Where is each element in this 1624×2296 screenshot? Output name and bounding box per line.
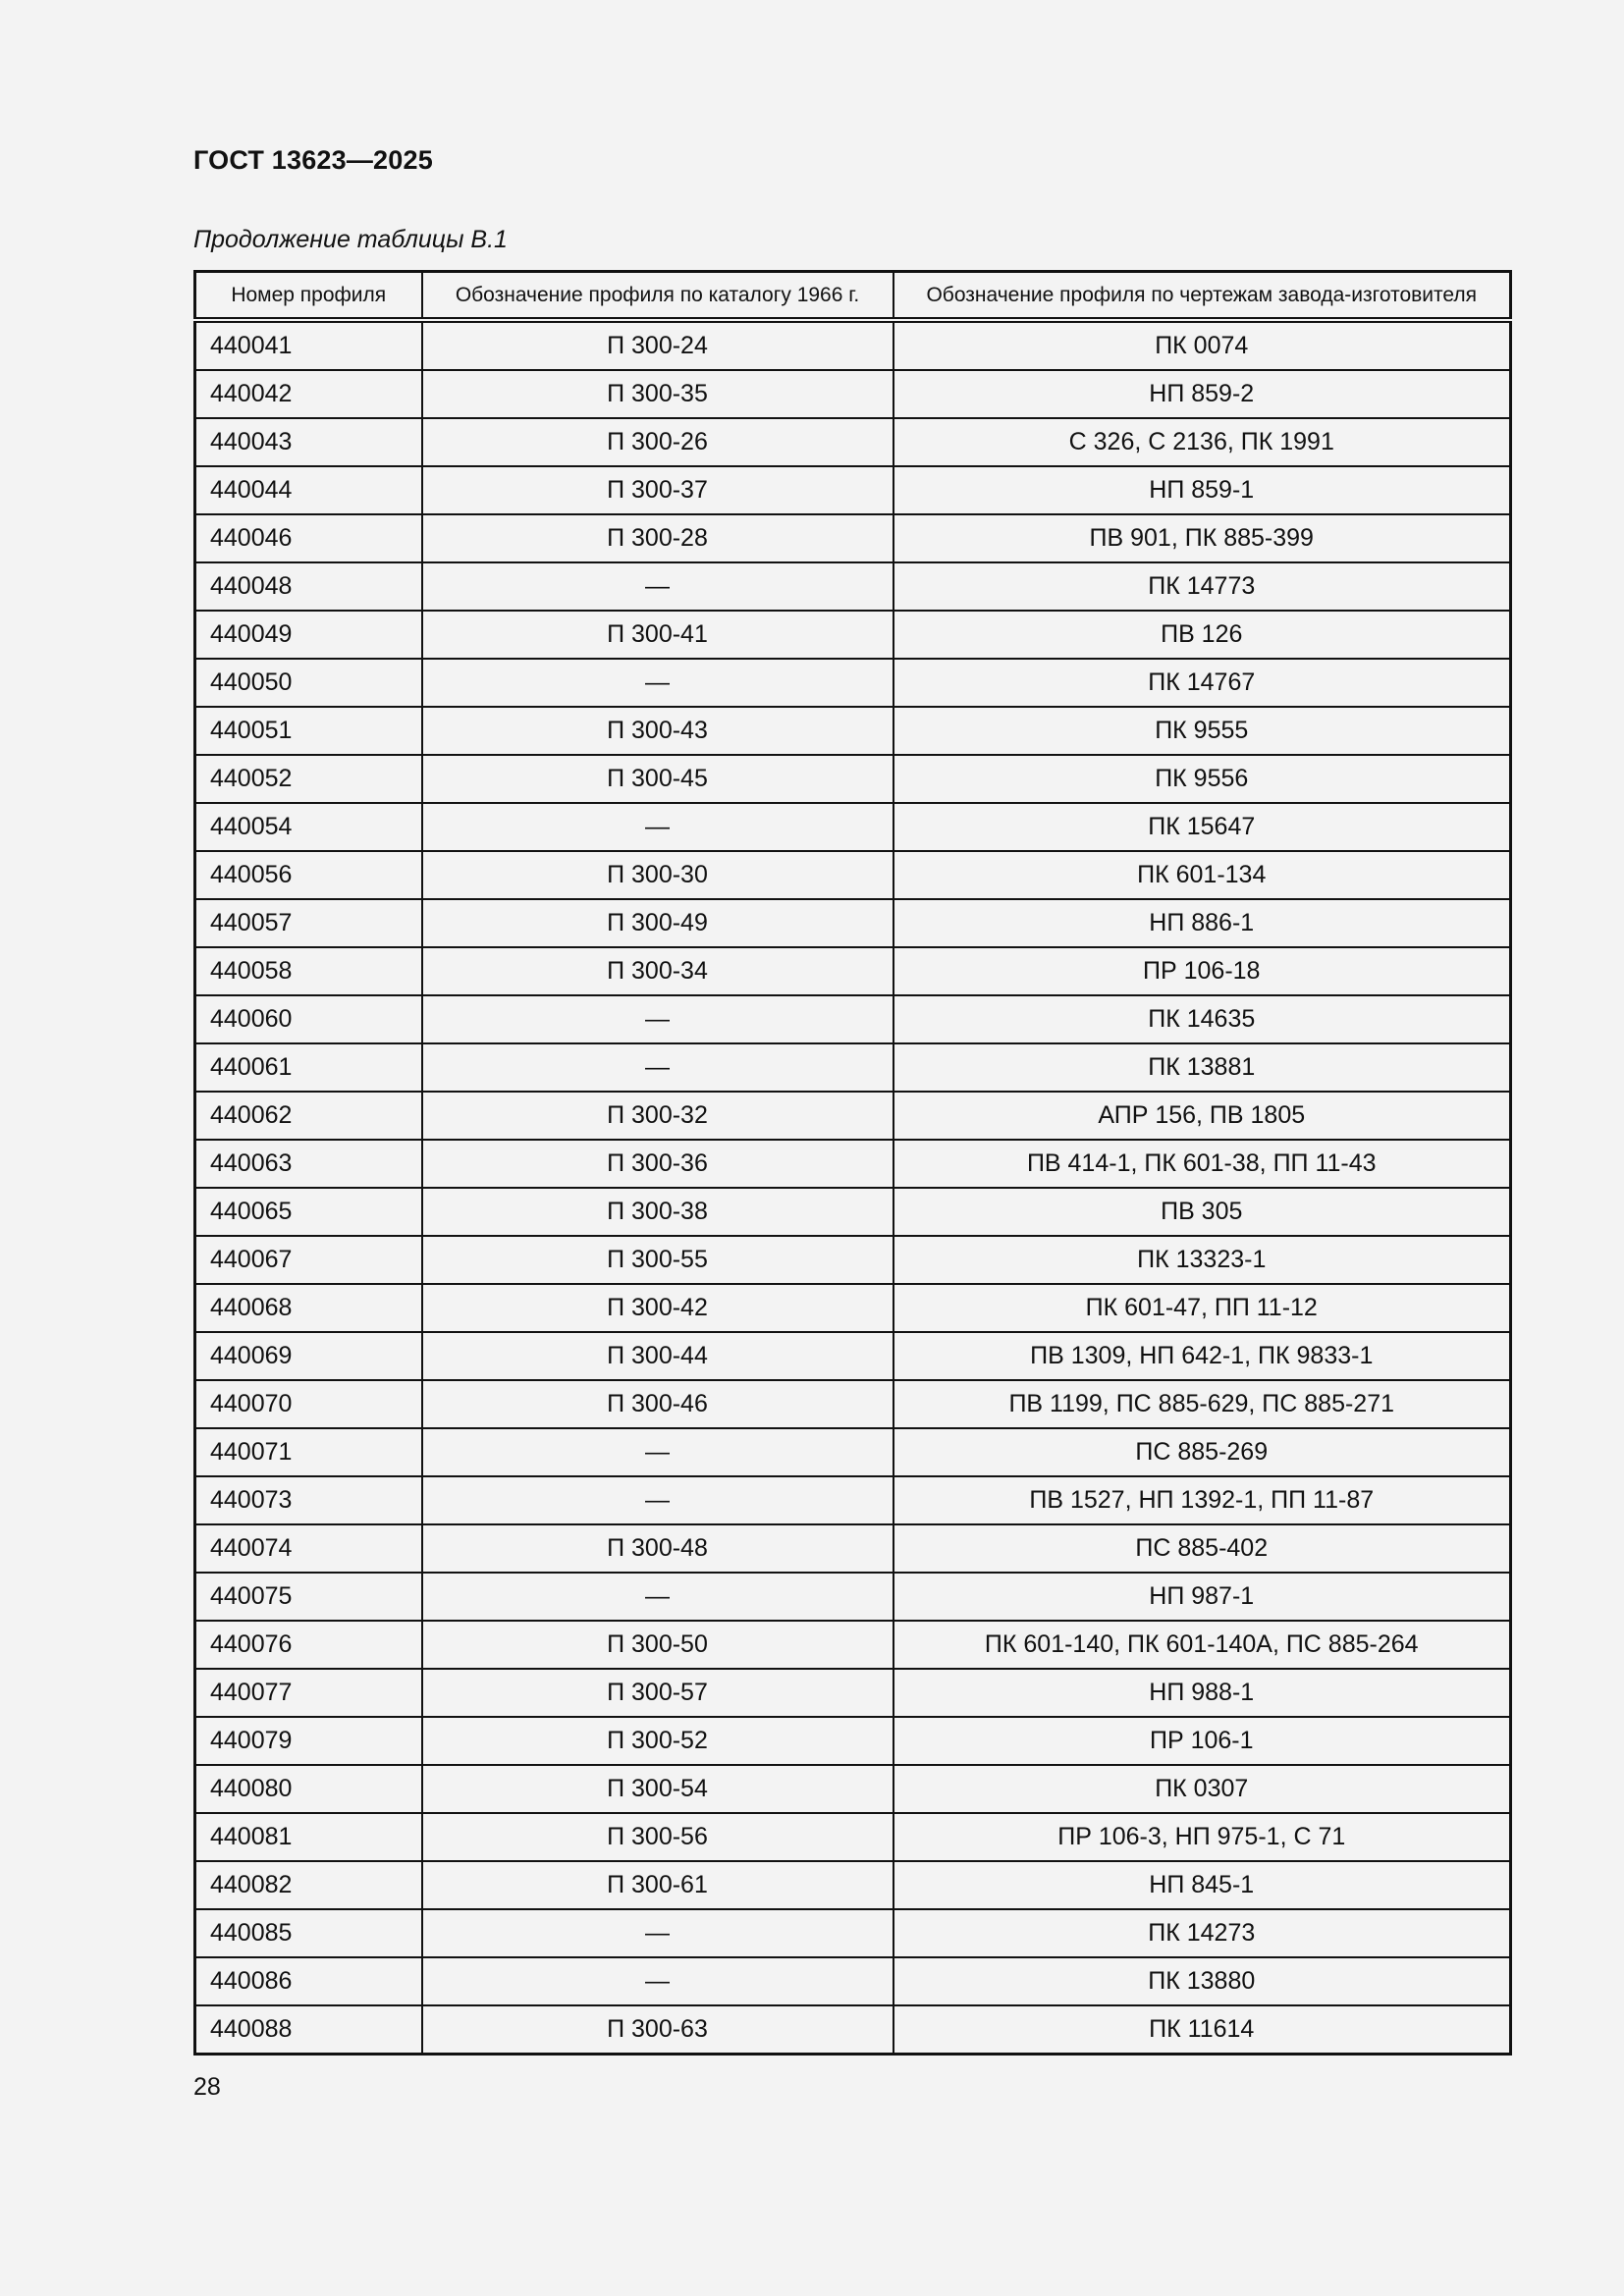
cell-catalog-designation: — (422, 803, 893, 851)
cell-catalog-designation: — (422, 1476, 893, 1524)
cell-catalog-designation: — (422, 1909, 893, 1957)
table-row (195, 803, 1511, 851)
cell-profile-number: 440063 (195, 1140, 422, 1188)
cell-catalog-designation: П 300-52 (422, 1717, 893, 1765)
table-header (195, 272, 1511, 321)
cell-catalog-designation: П 300-46 (422, 1380, 893, 1428)
cell-catalog-designation: — (422, 1428, 893, 1476)
cell-profile-number: 440081 (195, 1813, 422, 1861)
cell-catalog-designation: П 300-43 (422, 707, 893, 755)
cell-catalog-designation: П 300-42 (422, 1284, 893, 1332)
table-row (195, 562, 1511, 611)
cell-factory-designation: С 326, С 2136, ПК 1991 (893, 418, 1511, 466)
cell-profile-number: 440041 (195, 320, 422, 370)
cell-factory-designation: НП 886-1 (893, 899, 1511, 947)
cell-catalog-designation: — (422, 659, 893, 707)
cell-factory-designation: ПВ 901, ПК 885-399 (893, 514, 1511, 562)
cell-catalog-designation: П 300-56 (422, 1813, 893, 1861)
table-row (195, 1043, 1511, 1092)
cell-profile-number: 440048 (195, 562, 422, 611)
cell-profile-number: 440062 (195, 1092, 422, 1140)
table-row (195, 1476, 1511, 1524)
table-row (195, 2005, 1511, 2055)
cell-profile-number: 440073 (195, 1476, 422, 1524)
cell-catalog-designation: П 300-49 (422, 899, 893, 947)
cell-catalog-designation: П 300-26 (422, 418, 893, 466)
cell-catalog-designation: П 300-61 (422, 1861, 893, 1909)
table-row (195, 1428, 1511, 1476)
cell-catalog-designation: П 300-55 (422, 1236, 893, 1284)
cell-factory-designation: ПВ 1199, ПС 885-629, ПС 885-271 (893, 1380, 1511, 1428)
cell-catalog-designation: П 300-36 (422, 1140, 893, 1188)
cell-factory-designation: ПК 9555 (893, 707, 1511, 755)
cell-catalog-designation: П 300-34 (422, 947, 893, 995)
table-row (195, 659, 1511, 707)
cell-factory-designation: ПК 601-134 (893, 851, 1511, 899)
cell-catalog-designation: П 300-35 (422, 370, 893, 418)
cell-profile-number: 440088 (195, 2005, 422, 2055)
cell-factory-designation: ПК 15647 (893, 803, 1511, 851)
table-row (195, 1957, 1511, 2005)
cell-factory-designation: ПВ 1527, НП 1392-1, ПП 11-87 (893, 1476, 1511, 1524)
table-row (195, 514, 1511, 562)
cell-catalog-designation: — (422, 562, 893, 611)
cell-profile-number: 440052 (195, 755, 422, 803)
table-row (195, 1236, 1511, 1284)
cell-profile-number: 440054 (195, 803, 422, 851)
table-row (195, 1284, 1511, 1332)
cell-factory-designation: ПК 11614 (893, 2005, 1511, 2055)
cell-factory-designation: НП 988-1 (893, 1669, 1511, 1717)
cell-profile-number: 440043 (195, 418, 422, 466)
table-row (195, 947, 1511, 995)
table-row (195, 466, 1511, 514)
table-caption: Продолжение таблицы В.1 (193, 226, 508, 253)
cell-profile-number: 440085 (195, 1909, 422, 1957)
table-row (195, 1861, 1511, 1909)
table-row (195, 899, 1511, 947)
column-header-catalog-1966: Обозначение профиля по каталогу 1966 г. (422, 272, 893, 321)
cell-factory-designation: АПР 156, ПВ 1805 (893, 1092, 1511, 1140)
cell-catalog-designation: П 300-48 (422, 1524, 893, 1573)
cell-profile-number: 440065 (195, 1188, 422, 1236)
table-row (195, 1188, 1511, 1236)
table-row (195, 1524, 1511, 1573)
cell-factory-designation: ПК 13881 (893, 1043, 1511, 1092)
cell-catalog-designation: П 300-63 (422, 2005, 893, 2055)
cell-profile-number: 440074 (195, 1524, 422, 1573)
cell-factory-designation: ПВ 414-1, ПК 601-38, ПП 11-43 (893, 1140, 1511, 1188)
cell-profile-number: 440071 (195, 1428, 422, 1476)
cell-factory-designation: ПК 9556 (893, 755, 1511, 803)
cell-catalog-designation: П 300-44 (422, 1332, 893, 1380)
cell-factory-designation: ПК 13323-1 (893, 1236, 1511, 1284)
table-row (195, 1909, 1511, 1957)
table-row (195, 1092, 1511, 1140)
cell-catalog-designation: П 300-41 (422, 611, 893, 659)
cell-factory-designation: ПК 14773 (893, 562, 1511, 611)
table-row (195, 851, 1511, 899)
cell-profile-number: 440077 (195, 1669, 422, 1717)
table-header-row (195, 272, 1511, 321)
cell-factory-designation: ПС 885-269 (893, 1428, 1511, 1476)
table-row (195, 707, 1511, 755)
cell-catalog-designation: — (422, 1043, 893, 1092)
cell-factory-designation: ПР 106-3, НП 975-1, С 71 (893, 1813, 1511, 1861)
table-row (195, 1573, 1511, 1621)
page-number: 28 (193, 2073, 221, 2101)
cell-catalog-designation: — (422, 995, 893, 1043)
cell-catalog-designation: П 300-38 (422, 1188, 893, 1236)
cell-catalog-designation: П 300-54 (422, 1765, 893, 1813)
cell-factory-designation: ПВ 126 (893, 611, 1511, 659)
cell-factory-designation: НП 859-2 (893, 370, 1511, 418)
cell-profile-number: 440051 (195, 707, 422, 755)
table-row (195, 611, 1511, 659)
cell-factory-designation: ПК 601-47, ПП 11-12 (893, 1284, 1511, 1332)
table-row (195, 1717, 1511, 1765)
table-row (195, 1621, 1511, 1669)
cell-factory-designation: ПК 0307 (893, 1765, 1511, 1813)
cell-profile-number: 440069 (195, 1332, 422, 1380)
cell-factory-designation: ПК 14767 (893, 659, 1511, 707)
cell-profile-number: 440060 (195, 995, 422, 1043)
cell-profile-number: 440086 (195, 1957, 422, 2005)
table-row (195, 1380, 1511, 1428)
cell-factory-designation: ПК 0074 (893, 320, 1511, 370)
table-row (195, 1765, 1511, 1813)
cell-profile-number: 440068 (195, 1284, 422, 1332)
cell-profile-number: 440079 (195, 1717, 422, 1765)
table-row (195, 1669, 1511, 1717)
cell-profile-number: 440061 (195, 1043, 422, 1092)
table-row (195, 1332, 1511, 1380)
cell-catalog-designation: — (422, 1573, 893, 1621)
cell-factory-designation: ПК 13880 (893, 1957, 1511, 2005)
table-row (195, 995, 1511, 1043)
table-row (195, 1813, 1511, 1861)
cell-catalog-designation: П 300-50 (422, 1621, 893, 1669)
cell-factory-designation: НП 859-1 (893, 466, 1511, 514)
column-header-profile-number: Номер профиля (195, 272, 422, 321)
cell-profile-number: 440067 (195, 1236, 422, 1284)
cell-catalog-designation: П 300-24 (422, 320, 893, 370)
table-row (195, 1140, 1511, 1188)
cell-profile-number: 440044 (195, 466, 422, 514)
cell-profile-number: 440070 (195, 1380, 422, 1428)
cell-profile-number: 440049 (195, 611, 422, 659)
cell-catalog-designation: — (422, 1957, 893, 2005)
cell-factory-designation: ПК 14273 (893, 1909, 1511, 1957)
cell-factory-designation: ПВ 1309, НП 642-1, ПК 9833-1 (893, 1332, 1511, 1380)
table-row (195, 755, 1511, 803)
column-header-factory-drawings: Обозначение профиля по чертежам завода-изготовителя (893, 272, 1511, 321)
cell-catalog-designation: П 300-37 (422, 466, 893, 514)
cell-profile-number: 440075 (195, 1573, 422, 1621)
cell-factory-designation: ПР 106-18 (893, 947, 1511, 995)
cell-factory-designation: НП 845-1 (893, 1861, 1511, 1909)
cell-factory-designation: НП 987-1 (893, 1573, 1511, 1621)
cell-profile-number: 440082 (195, 1861, 422, 1909)
cell-profile-number: 440042 (195, 370, 422, 418)
cell-catalog-designation: П 300-30 (422, 851, 893, 899)
cell-factory-designation: ПС 885-402 (893, 1524, 1511, 1573)
cell-factory-designation: ПВ 305 (893, 1188, 1511, 1236)
cell-factory-designation: ПК 14635 (893, 995, 1511, 1043)
table-row (195, 418, 1511, 466)
document-header: ГОСТ 13623—2025 (193, 145, 433, 175)
profiles-table (193, 270, 1512, 2056)
cell-profile-number: 440050 (195, 659, 422, 707)
cell-factory-designation: ПК 601-140, ПК 601-140А, ПС 885-264 (893, 1621, 1511, 1669)
cell-profile-number: 440056 (195, 851, 422, 899)
cell-catalog-designation: П 300-57 (422, 1669, 893, 1717)
cell-profile-number: 440046 (195, 514, 422, 562)
cell-factory-designation: ПР 106-1 (893, 1717, 1511, 1765)
table-row (195, 370, 1511, 418)
cell-profile-number: 440058 (195, 947, 422, 995)
cell-profile-number: 440076 (195, 1621, 422, 1669)
cell-catalog-designation: П 300-28 (422, 514, 893, 562)
cell-catalog-designation: П 300-45 (422, 755, 893, 803)
cell-profile-number: 440057 (195, 899, 422, 947)
table-body (195, 320, 1511, 2055)
table-row (195, 320, 1511, 370)
cell-catalog-designation: П 300-32 (422, 1092, 893, 1140)
cell-profile-number: 440080 (195, 1765, 422, 1813)
